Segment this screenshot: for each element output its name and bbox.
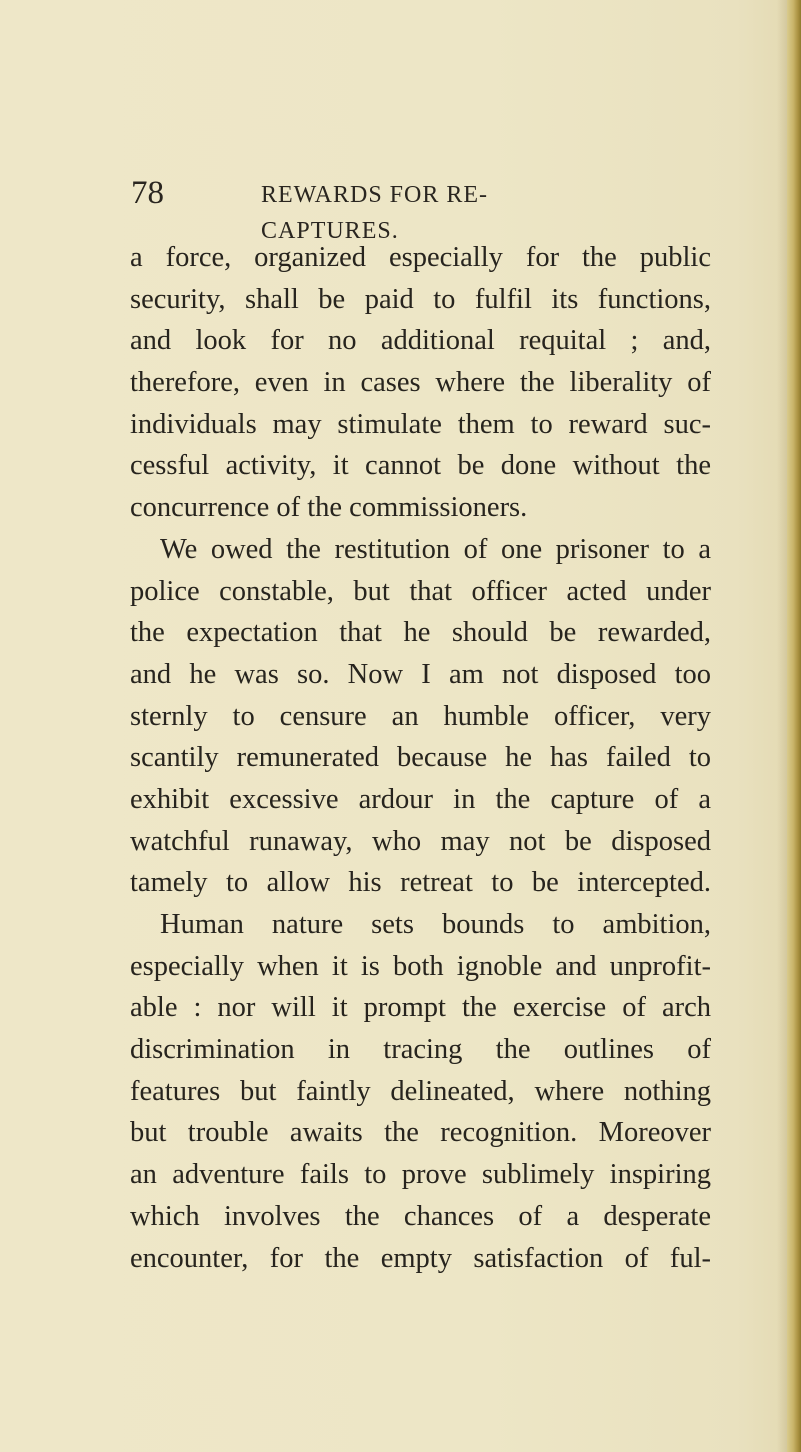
text-line: a force, organized especially for the public [130,242,711,273]
text-line: concurrence of the commissioners. [130,492,528,524]
page-header [131,173,611,244]
text-line: sternly to censure an humble officer, very [130,700,711,732]
text-line: discrimination in tracing the outlines of [130,1034,711,1066]
text-line: encounter, for the empty satisfaction of ful- [130,1242,711,1274]
text-line: watchful runaway, who may not be disposed [130,825,711,857]
text-line: police constable, but that officer acted under [130,575,711,607]
text-line: tamely to allow his retreat to be intercepted. [130,867,711,899]
text-line: therefore, even in cases where the liberality of [130,367,711,399]
text-line: cessful activity, it cannot be done without the [130,450,711,482]
paragraph-start-line: We owed the restitution of one prisoner to a [160,533,711,565]
text-line: security, shall be paid to fulfil its functions, [130,283,711,315]
text-line: exhibit excessive ardour in the capture of a [130,783,711,815]
text-line: and he was so. Now I am not disposed too [130,658,711,690]
body-text [130,237,711,1279]
text-line: the expectation that he should be rewarded, [130,617,711,649]
page-edge [787,0,801,1452]
text-line: features but faintly delineated, where nothing [130,1075,711,1107]
text-line: an adventure fails to prove sublimely inspiring [130,1159,711,1191]
text-line: able : nor will it prompt the exercise of arch [130,992,711,1024]
running-head: REWARDS FOR RE-CAPTURES. [261,182,489,244]
text-line: but trouble awaits the recognition. Moreover [130,1117,711,1149]
text-line: scantily remunerated because he has failed to [130,742,711,774]
text-line: especially when it is both ignoble and unprofit- [130,950,711,982]
text-line: individuals may stimulate them to reward suc- [130,408,711,440]
text-line: and look for no additional requital ; and, [130,325,711,357]
page-number: 78 [131,175,164,211]
text-line: Human nature sets bounds to ambition, [160,909,711,940]
page-edge-shadow [777,0,787,1452]
text-line: which involves the chances of a desperate [130,1200,711,1232]
